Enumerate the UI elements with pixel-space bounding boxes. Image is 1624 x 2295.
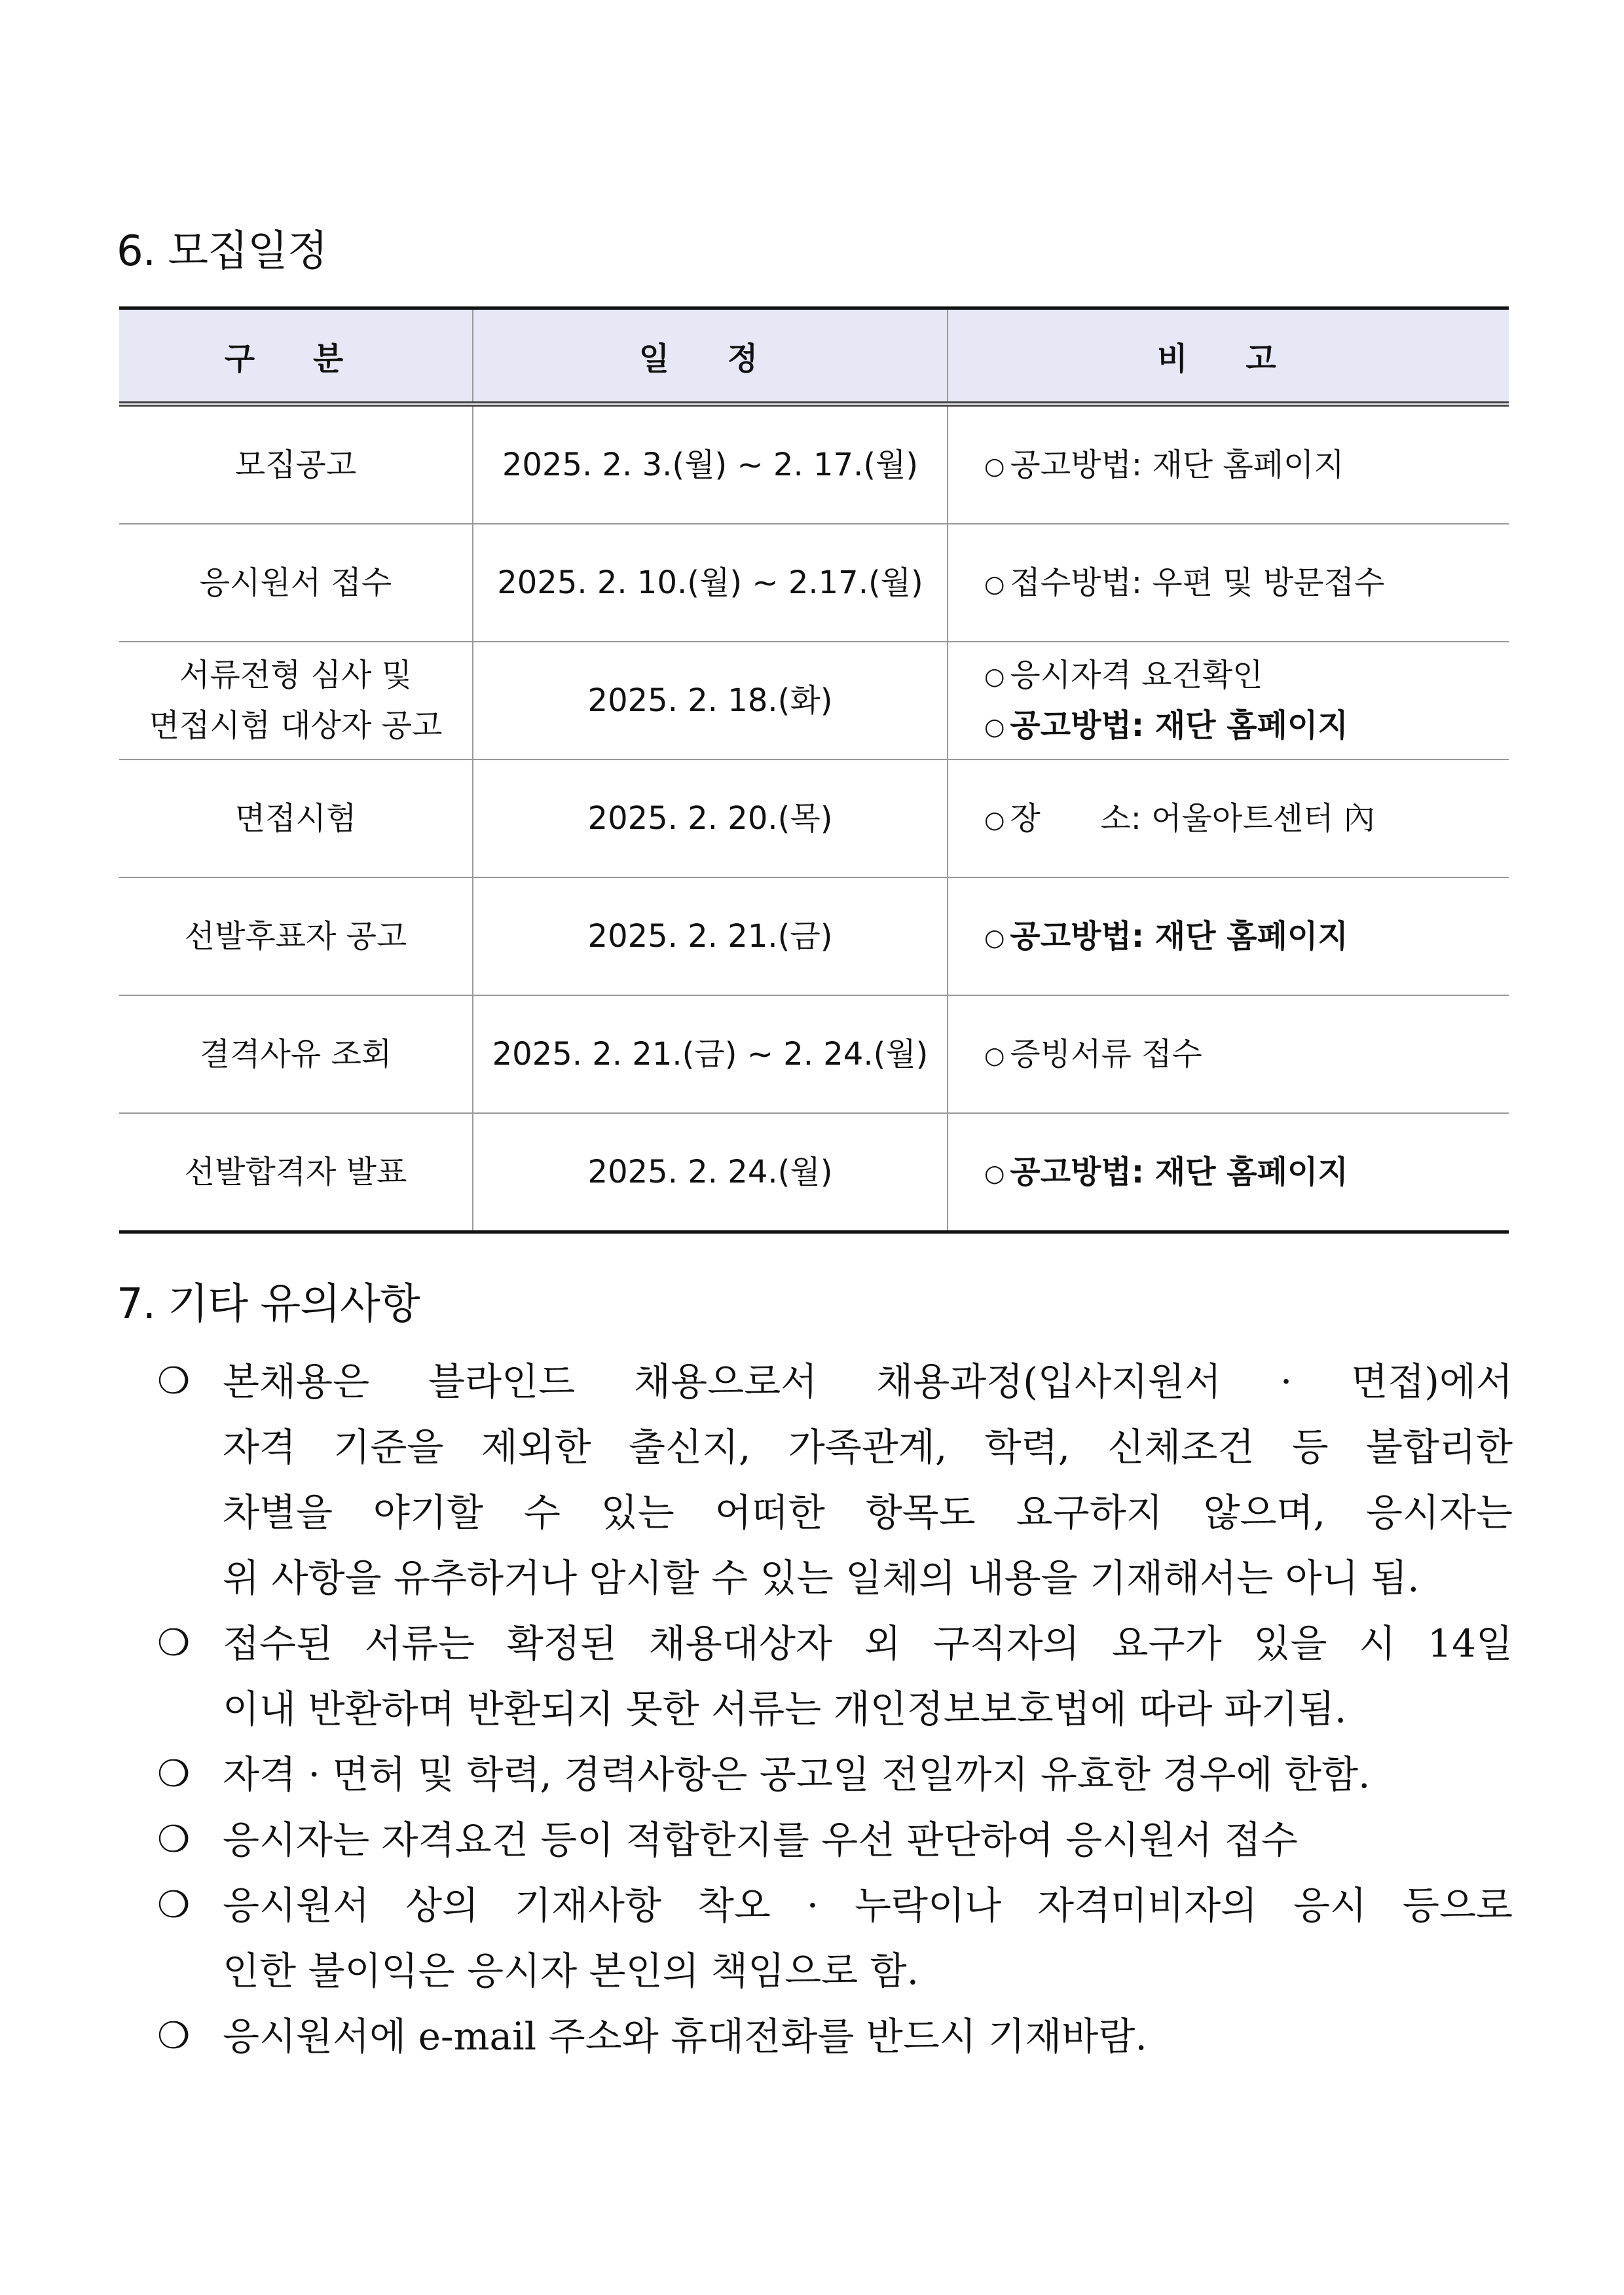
row-category [119, 524, 473, 642]
remark-line [984, 650, 1509, 701]
notice-item [157, 1742, 1513, 1807]
row-remarks [948, 642, 1509, 760]
small-circle-icon: ○ [984, 1042, 1005, 1069]
table-row [119, 404, 1509, 524]
row-remarks [948, 524, 1509, 642]
hollow-circle-icon: ❍ [157, 1818, 191, 1861]
section-6-title: 6. 모집일정 [117, 227, 327, 276]
remark-text: 장 소: 어울아트센터 內 [1010, 799, 1375, 837]
row-category [119, 760, 473, 877]
row-date: 2025. 2. 24.(월) [473, 1113, 948, 1232]
notice-item [157, 1611, 1513, 1742]
header-schedule: 일 정 [473, 308, 948, 405]
category-line: 선발후표자 공고 [184, 917, 407, 955]
row-remarks [948, 877, 1509, 995]
table-row [119, 1113, 1509, 1232]
hollow-circle-icon: ❍ [157, 1753, 191, 1795]
row-category [119, 877, 473, 995]
table-body [119, 404, 1509, 1232]
table-row [119, 524, 1509, 642]
small-circle-icon: ○ [984, 663, 1005, 691]
notice-line: 자격 기준을 제외한 출신지, 가족관계, 학력, 신체조건 등 불합리한 [223, 1425, 1513, 1469]
category-line: 결격사유 조회 [199, 1035, 392, 1073]
table-header-row [119, 308, 1509, 405]
notice-line: 자격 · 면허 및 학력, 경력사항은 공고일 전일까지 유효한 경우에 한함. [223, 1752, 1371, 1797]
row-date: 2025. 2. 20.(목) [473, 760, 948, 877]
table-row [119, 877, 1509, 995]
small-circle-icon: ○ [984, 1160, 1005, 1187]
remark-text: 응시자격 요건확인 [1010, 657, 1263, 694]
table-row [119, 642, 1509, 760]
hollow-circle-icon: ❍ [157, 1622, 191, 1664]
notice-item [157, 1873, 1513, 2004]
remark-line [984, 701, 1509, 751]
row-remarks [948, 1113, 1509, 1232]
small-circle-icon: ○ [984, 714, 1005, 741]
row-category [119, 404, 473, 524]
row-remarks [948, 760, 1509, 877]
hollow-circle-icon: ❍ [157, 1360, 191, 1403]
remark-text: 접수방법: 우편 및 방문접수 [1010, 564, 1385, 601]
table-row [119, 760, 1509, 877]
remark-text: 증빙서류 접수 [1010, 1035, 1202, 1073]
header-remarks: 비 고 [948, 308, 1509, 405]
notice-line: 이내 반환하며 반환되지 못한 서류는 개인정보보호법에 따라 파기됨. [223, 1687, 1347, 1731]
row-date: 2025. 2. 10.(월) ~ 2.17.(월) [473, 524, 948, 642]
hollow-circle-icon: ❍ [157, 1884, 191, 1926]
row-remarks [948, 995, 1509, 1113]
notice-item [157, 2004, 1513, 2069]
row-category [119, 1113, 473, 1232]
row-date: 2025. 2. 21.(금) [473, 877, 948, 995]
recruitment-schedule-table [119, 306, 1509, 1234]
small-circle-icon: ○ [984, 452, 1005, 480]
small-circle-icon: ○ [984, 806, 1005, 834]
remark-line [984, 794, 1509, 844]
hollow-circle-icon: ❍ [157, 2015, 191, 2057]
row-category [119, 642, 473, 760]
remark-line [984, 911, 1509, 962]
notice-line: 차별을 야기할 수 있는 어떠한 항목도 요구하지 않으며, 응시자는 [223, 1490, 1513, 1535]
category-line: 선발합격자 발표 [184, 1153, 407, 1190]
table-row [119, 995, 1509, 1113]
remark-text: 공고방법: 재단 홈페이지 [1010, 1153, 1348, 1190]
row-category [119, 995, 473, 1113]
notice-line: 응시원서 상의 기재사항 착오 · 누락이나 자격미비자의 응시 등으로 [223, 1883, 1513, 1928]
notice-list [157, 1349, 1513, 2069]
notice-line: 접수된 서류는 확정된 채용대상자 외 구직자의 요구가 있을 시 14일 [223, 1621, 1513, 1666]
remark-line [984, 1029, 1509, 1080]
row-date: 2025. 2. 18.(화) [473, 642, 948, 760]
row-remarks [948, 404, 1509, 524]
notice-line: 응시원서에 e-mail 주소와 휴대전화를 반드시 기재바람. [223, 2014, 1147, 2059]
remark-line [984, 440, 1509, 490]
notice-item [157, 1807, 1513, 1873]
remark-line [984, 1147, 1509, 1198]
row-date: 2025. 2. 21.(금) ~ 2. 24.(월) [473, 995, 948, 1113]
section-7-title: 7. 기타 유의사항 [117, 1280, 420, 1329]
remark-text: 공고방법: 재단 홈페이지 [1010, 707, 1348, 744]
notice-line: 본채용은 블라인드 채용으로서 채용과정(입사지원서 · 면접)에서 [223, 1359, 1513, 1404]
remark-line [984, 558, 1509, 608]
category-line: 면접시험 [234, 799, 357, 837]
remark-text: 공고방법: 재단 홈페이지 [1010, 917, 1348, 955]
notice-line: 위 사항을 유추하거나 암시할 수 있는 일체의 내용을 기재해서는 아니 됨. [223, 1556, 1420, 1600]
category-line: 면접시험 대상자 공고 [149, 707, 443, 744]
notice-line: 인한 불이익은 응시자 본인의 책임으로 함. [223, 1949, 919, 1993]
header-category: 구 분 [119, 308, 473, 405]
small-circle-icon: ○ [984, 924, 1005, 951]
category-line: 모집공고 [234, 446, 357, 483]
remark-text: 공고방법: 재단 홈페이지 [1010, 446, 1344, 483]
category-line: 서류전형 심사 및 [179, 657, 413, 694]
category-line: 응시원서 접수 [199, 564, 392, 601]
row-date: 2025. 2. 3.(월) ~ 2. 17.(월) [473, 404, 948, 524]
notice-item [157, 1349, 1513, 1611]
small-circle-icon: ○ [984, 570, 1005, 598]
notice-line: 응시자는 자격요건 등이 적합한지를 우선 판단하여 응시원서 접수 [223, 1818, 1298, 1862]
